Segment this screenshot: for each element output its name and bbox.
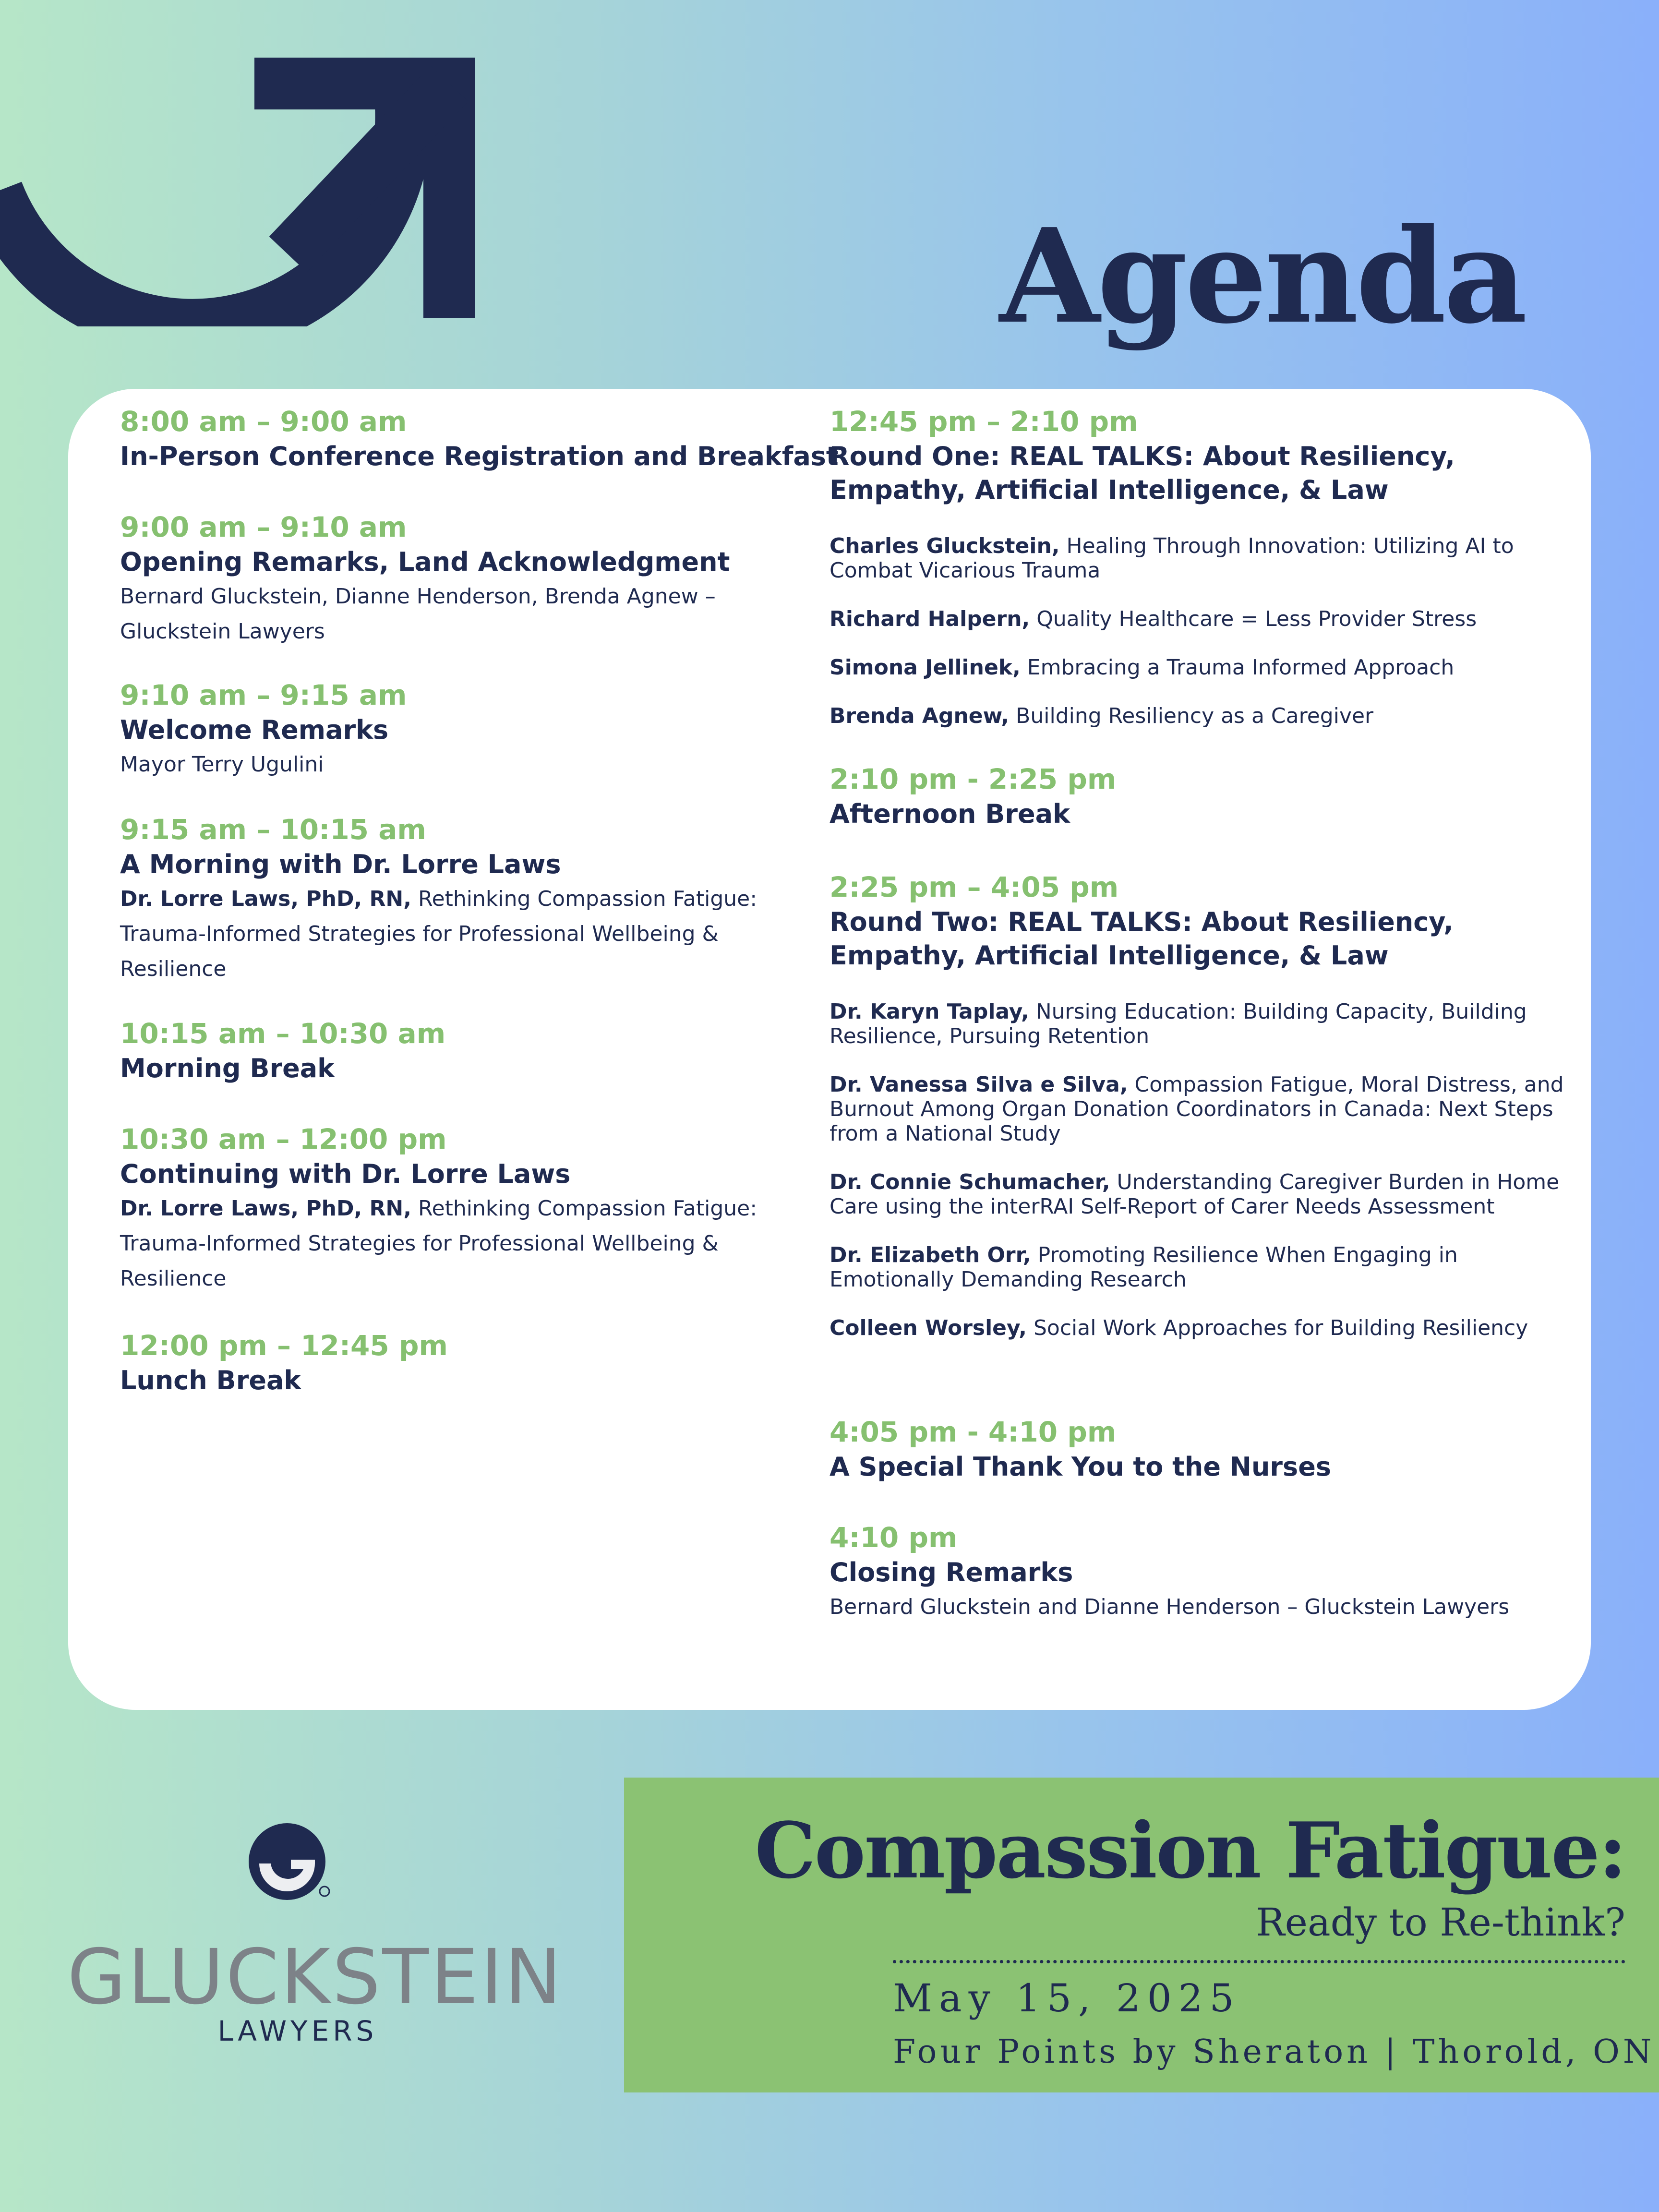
- session-topic: Rethinking Compassion Fatigue: Trauma-Informed Strategies for Professional Wellbeing & Resilience: [120, 887, 757, 981]
- agenda-time: 4:10 pm: [830, 1521, 958, 1554]
- speaker-name: Colleen Worsley,: [830, 1316, 1027, 1340]
- agenda-title: Welcome Remarks: [120, 715, 389, 745]
- speaker-entry: [830, 1316, 1578, 1340]
- agenda-title: Continuing with Dr. Lorre Laws: [120, 1159, 571, 1189]
- speaker-entry: [830, 534, 1578, 583]
- agenda-item: [830, 1414, 1578, 1484]
- speaker-name: Dr. Connie Schumacher,: [830, 1170, 1110, 1194]
- agenda-time: 12:45 pm – 2:10 pm: [830, 405, 1138, 438]
- speaker-name: Simona Jellinek,: [830, 655, 1021, 680]
- talk-title: Promoting Resilience When Engaging in Emotionally Demanding Research: [830, 1243, 1458, 1292]
- agenda-item: [120, 403, 839, 473]
- event-title: Compassion Fatigue:: [755, 1805, 1625, 1896]
- speaker-name: Dr. Lorre Laws, PhD, RN,: [120, 1196, 411, 1221]
- event-info-box: [624, 1778, 1659, 2092]
- agenda-session-detail: [120, 881, 806, 986]
- event-venue: Four Points by Sheraton | Thorold, ON: [893, 2033, 1655, 2071]
- speaker-list: [830, 534, 1578, 728]
- speaker-name: Dr. Vanessa Silva e Silva,: [830, 1072, 1128, 1097]
- agenda-card: [68, 389, 1591, 1710]
- speaker-entry: [830, 999, 1578, 1048]
- agenda-title: Opening Remarks, Land Acknowledgment: [120, 547, 730, 577]
- agenda-speakers: Bernard Gluckstein, Dianne Henderson, Brenda Agnew – Gluckstein Lawyers: [120, 584, 716, 644]
- agenda-session-detail: [120, 1191, 806, 1296]
- talk-title: Compassion Fatigue, Moral Distress, and Burnout Among Organ Donation Coordinators in Canada: Next Steps from a National Study: [830, 1072, 1564, 1146]
- talk-title: Embracing a Trauma Informed Approach: [1027, 655, 1455, 680]
- speaker-entry: [830, 607, 1578, 631]
- speaker-name: Brenda Agnew,: [830, 704, 1010, 728]
- agenda-speakers: Mayor Terry Ugulini: [120, 752, 324, 777]
- agenda-time: 8:00 am – 9:00 am: [120, 405, 407, 438]
- agenda-title: Lunch Break: [120, 1365, 301, 1395]
- agenda-item: [830, 761, 1578, 831]
- speaker-entry: [830, 704, 1578, 728]
- talk-title: Social Work Approaches for Building Resiliency: [1034, 1316, 1528, 1340]
- logo-subtitle: LAWYERS: [217, 2015, 378, 2047]
- speaker-name: Richard Halpern,: [830, 607, 1030, 631]
- session-topic: Rethinking Compassion Fatigue: Trauma-Informed Strategies for Professional Wellbeing & Resilience: [120, 1196, 757, 1291]
- agenda-item: [830, 869, 1578, 1364]
- speaker-name: Dr. Lorre Laws, PhD, RN,: [120, 887, 411, 911]
- dotted-divider: [893, 1960, 1625, 1963]
- event-subtitle: Ready to Re-think?: [1256, 1900, 1625, 1945]
- page-title: Agenda: [999, 200, 1525, 352]
- agenda-item: [120, 509, 806, 649]
- agenda-title: A Morning with Dr. Lorre Laws: [120, 849, 561, 879]
- agenda-item: [120, 1327, 806, 1397]
- agenda-title: A Special Thank You to the Nurses: [830, 1452, 1331, 1482]
- arrow-graphic: [0, 48, 480, 326]
- talk-title: Healing Through Innovation: Utilizing AI to Combat Vicarious Trauma: [830, 534, 1514, 583]
- agenda-speakers: Bernard Gluckstein and Dianne Henderson – Gluckstein Lawyers: [830, 1595, 1510, 1619]
- agenda-item: [120, 1015, 806, 1085]
- agenda-time: 9:15 am – 10:15 am: [120, 813, 426, 846]
- agenda-time: 12:00 pm – 12:45 pm: [120, 1329, 448, 1362]
- speaker-name: Charles Gluckstein,: [830, 534, 1060, 558]
- gluckstein-g-logo-icon: [245, 1819, 331, 1906]
- speaker-entry: [830, 1243, 1578, 1292]
- talk-title: Nursing Education: Building Capacity, Building Resilience, Pursuing Retention: [830, 999, 1527, 1048]
- agenda-title: Morning Break: [120, 1053, 335, 1083]
- speaker-list: [830, 999, 1578, 1340]
- agenda-item: [830, 403, 1578, 752]
- agenda-time: 10:30 am – 12:00 pm: [120, 1123, 447, 1155]
- agenda-item: [120, 1121, 806, 1296]
- agenda-title: Closing Remarks: [830, 1557, 1073, 1587]
- agenda-item: [120, 677, 806, 782]
- event-date: May 15, 2025: [893, 1976, 1241, 2020]
- talk-title: Building Resiliency as a Caregiver: [1016, 704, 1374, 728]
- speaker-name: Dr. Elizabeth Orr,: [830, 1243, 1031, 1267]
- talk-title: Understanding Caregiver Burden in Home Care using the interRAI Self-Report of Carer Needs Assessment: [830, 1170, 1560, 1219]
- speaker-entry: [830, 1170, 1578, 1219]
- logo-wordmark: GLUCKSTEIN: [67, 1933, 564, 2021]
- speaker-entry: [830, 1072, 1578, 1146]
- agenda-title: Round One: REAL TALKS: About Resiliency, Empathy, Artificial Intelligence, & Law: [830, 441, 1455, 505]
- agenda-time: 2:10 pm - 2:25 pm: [830, 763, 1117, 795]
- agenda-title: Afternoon Break: [830, 799, 1070, 829]
- talk-title: Quality Healthcare = Less Provider Stress: [1036, 607, 1477, 631]
- agenda-time: 9:10 am – 9:15 am: [120, 679, 407, 711]
- agenda-time: 9:00 am – 9:10 am: [120, 511, 407, 543]
- agenda-time: 10:15 am – 10:30 am: [120, 1017, 446, 1050]
- agenda-item: [120, 811, 806, 986]
- agenda-time: 4:05 pm - 4:10 pm: [830, 1416, 1117, 1448]
- agenda-title: Round Two: REAL TALKS: About Resiliency, Empathy, Artificial Intelligence, & Law: [830, 907, 1454, 971]
- gluckstein-logo: [67, 1819, 564, 2059]
- speaker-entry: [830, 655, 1578, 680]
- speaker-name: Dr. Karyn Taplay,: [830, 999, 1029, 1024]
- agenda-time: 2:25 pm – 4:05 pm: [830, 871, 1119, 903]
- agenda-item: [830, 1519, 1578, 1624]
- agenda-title: In-Person Conference Registration and Breakfast: [120, 441, 839, 471]
